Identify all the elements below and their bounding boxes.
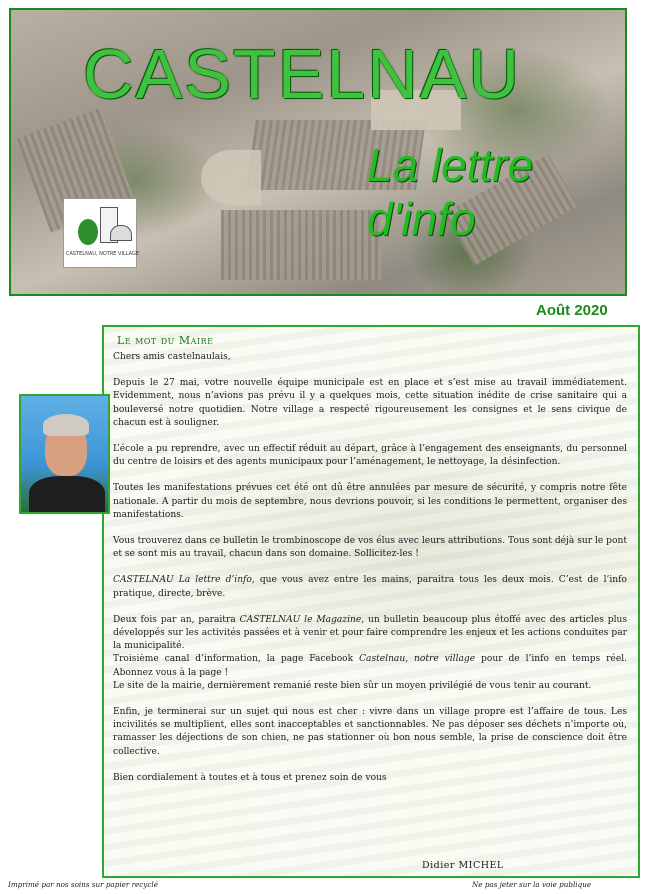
letter-heading: Le mot du Maire (117, 334, 214, 347)
header-banner (9, 8, 627, 296)
paragraph: Toutes les manifestations prévues cet été ont dû être annulées par mesure de sécurité, y compris notre fête nationale. A partir du mois de septembre, nous devrions pouvoir, si les conditions le permettent, organiser des manifestations. (113, 483, 627, 520)
paragraph (113, 653, 627, 679)
newsletter-title: CASTELNAU (83, 35, 522, 113)
signature: Didier MICHEL (422, 860, 504, 871)
logo-caption: CASTELNAU, NOTRE VILLAGE (66, 251, 139, 257)
paragraph: L’école a pu reprendre, avec un effectif réduit au départ, grâce à l’engagement des enseignants, du personnel du centre de loisirs et des agents municipaux pour l’aménagement, le nettoyage, la désinfection. (113, 444, 627, 468)
tree-icon (78, 219, 98, 245)
mayor-portrait (19, 394, 110, 514)
newsletter-subtitle: La lettre d'info (367, 139, 534, 245)
paragraph: Vous trouverez dans ce bulletin le trombinoscope de vos élus avec leurs attributions. Tous sont déjà sur le pont et se sont mis au travail, chacun dans son domaine. Sollicitez-les ! (113, 536, 627, 560)
paragraph-text: , que vous avez entre les mains, paraitra tous les deux mois. C’est de l’info pratique, directe, brève. (113, 575, 627, 599)
village-logo (63, 198, 137, 268)
portrait-body (29, 476, 105, 514)
paragraph-text: Deux fois par an, paraitra (113, 614, 240, 625)
paragraph-text: , un bulletin beaucoup plus étoffé avec des articles plus développés sur les activités passées et à venir et pour faire comprendre les enjeux et les actions conduites par la municipalité. (113, 614, 628, 652)
publication-name: CASTELNAU La lettre d’info (113, 575, 252, 586)
paragraph-text: pour de l’info en temps réel. Abonnez vous à la page ! (113, 654, 627, 678)
paragraph: Le site de la mairie, dernièrement remanié reste bien sûr un moyen privilégié de vous tenir au courant. (113, 680, 592, 691)
paragraph: Depuis le 27 mai, votre nouvelle équipe municipale est en place et s’est mise au travail immédiatement. Evidemment, nous n’avions pas prévu il y a quelques mois, cette situation inédite de crise sanitaire qui a bouleversé notre quotidien. Notre village a respecté rigoureusement les consignes et le sens civique de chacun est à souligner. (113, 378, 627, 428)
paragraph (113, 574, 627, 600)
mayor-letter (102, 325, 640, 878)
paragraph (113, 614, 627, 654)
closing: Bien cordialement à toutes et à tous et prenez soin de vous (113, 772, 387, 783)
salutation: Chers amis castelnaulais, (113, 352, 231, 362)
paragraph-text: Troisième canal d’information, la page Facebook (113, 654, 360, 665)
wall-shape (201, 150, 261, 205)
roof-shape (221, 210, 381, 280)
facebook-page-name: Castelnau, notre village (359, 654, 476, 665)
paragraph: Enfin, je terminerai sur un sujet qui nous est cher : vivre dans un village propre est l’affaire de tous. Les incivilités se multiplient, elles sont inacceptables et sanctionnables. Ne pas déposer ses déchets n’importe où, ramasser les déjections de son chien, ne pas stationner où bon nous semble, la prise de conscience doit être collective. (113, 707, 627, 757)
portrait-hair (43, 414, 89, 436)
footer-litter-note: Ne pas jeter sur la voie publique (472, 880, 592, 889)
issue-date: Août 2020 (536, 302, 608, 319)
publication-name: CASTELNAU le Magazine (239, 614, 362, 625)
house-icon (110, 225, 132, 241)
footer-print-note: Imprimé par nos soins sur papier recyclé (8, 880, 158, 889)
letter-body (113, 351, 627, 798)
